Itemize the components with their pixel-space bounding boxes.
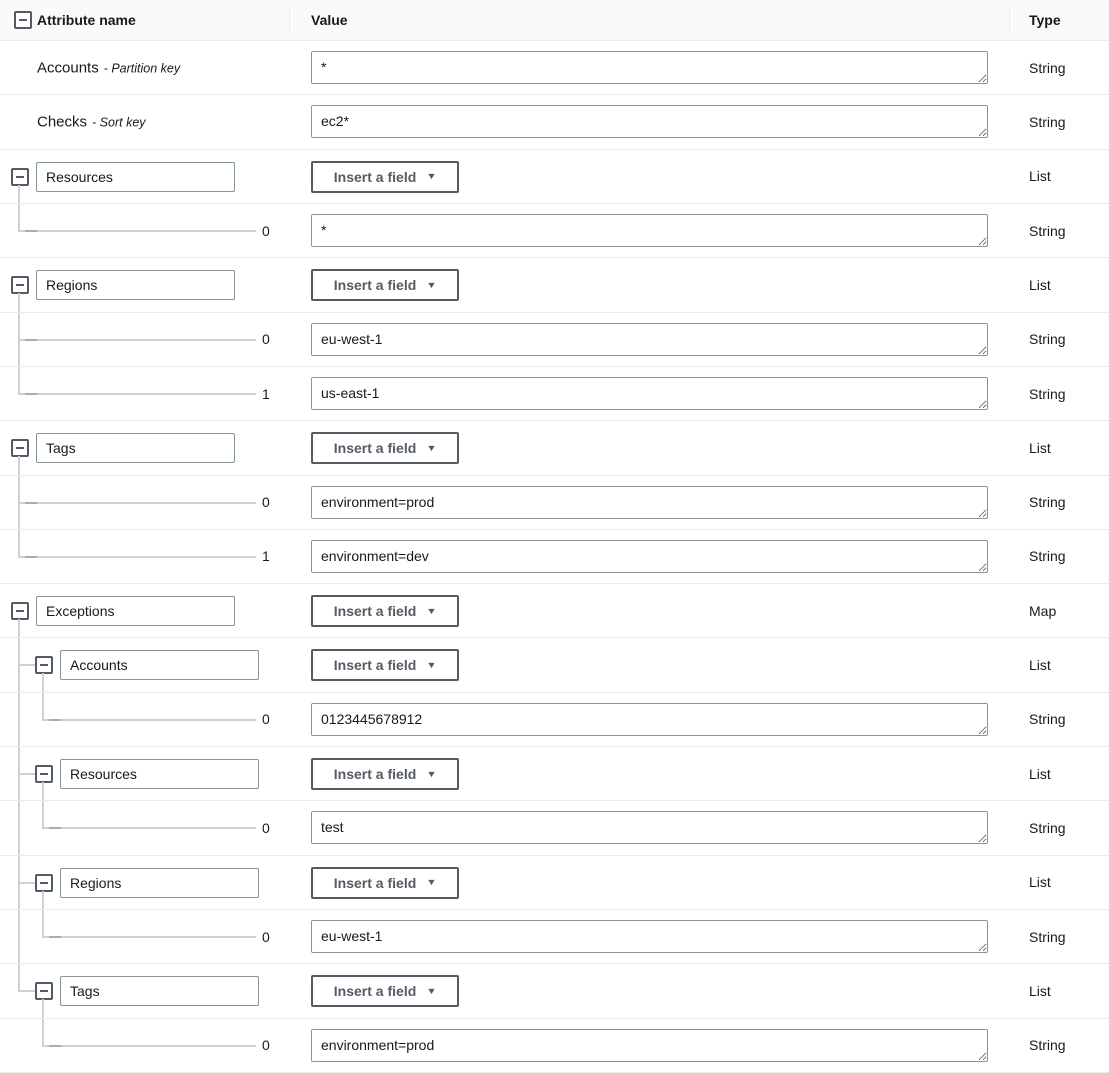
type-label: List [1029, 276, 1051, 293]
table-row [0, 313, 1109, 367]
table-header [0, 0, 1109, 41]
tree-line-branch-horizontal [42, 827, 256, 829]
insert-field-button-label: Insert a field [333, 440, 417, 457]
tree-line-connector [18, 664, 35, 666]
type-label: String [1029, 59, 1066, 76]
insert-field-button-label: Insert a field [333, 277, 417, 294]
collapse-toggle-icon[interactable] [11, 276, 29, 294]
insert-field-button[interactable] [311, 432, 459, 464]
value-input[interactable] [311, 811, 988, 844]
collapse-toggle-icon[interactable] [11, 602, 29, 620]
insert-field-button[interactable] [311, 758, 459, 790]
index-label: 0 [262, 711, 270, 728]
tree-line-drop [42, 782, 44, 800]
type-label: String [1029, 113, 1066, 130]
table-row [0, 638, 1109, 692]
key-type-badge: - Partition key [103, 61, 181, 76]
table-row [0, 41, 1109, 95]
insert-field-button[interactable] [311, 161, 459, 193]
insert-field-button[interactable] [311, 269, 459, 301]
field-name-input[interactable] [60, 868, 259, 898]
caret-down-icon: ▼ [426, 659, 438, 670]
tree-line-drop [42, 891, 44, 909]
type-label: List [1029, 982, 1051, 999]
caret-down-icon: ▼ [426, 985, 438, 996]
attribute-key-label [37, 59, 180, 76]
attribute-name-column-header: Attribute name [37, 12, 136, 28]
collapse-all-icon[interactable] [14, 11, 32, 29]
insert-field-button[interactable] [311, 595, 459, 627]
insert-field-button[interactable] [311, 975, 459, 1007]
value-input[interactable] [311, 51, 988, 84]
collapse-toggle-icon[interactable] [35, 656, 53, 674]
tree-line-outer [18, 693, 20, 746]
key-type-badge: - Sort key [92, 115, 146, 130]
tree-line-connector [18, 773, 35, 775]
tree-line-branch-corner [18, 367, 20, 395]
caret-down-icon: ▼ [426, 279, 438, 290]
tree-line-branch-corner [42, 693, 44, 721]
value-column-header: Value [311, 12, 348, 28]
value-input[interactable] [311, 486, 988, 519]
type-label: String [1029, 548, 1066, 565]
tree-line-outer [18, 801, 20, 854]
index-label: 0 [262, 1037, 270, 1054]
field-name-input[interactable] [60, 976, 259, 1006]
field-name-input[interactable] [36, 270, 235, 300]
collapse-toggle-icon[interactable] [35, 765, 53, 783]
tree-line-dash [49, 827, 61, 829]
type-label: String [1029, 494, 1066, 511]
tree-line-dash [25, 393, 37, 395]
insert-field-button-label: Insert a field [333, 874, 417, 891]
index-label: 1 [262, 385, 270, 402]
type-label: List [1029, 168, 1051, 185]
type-label: String [1029, 1037, 1066, 1054]
tree-line-branch-horizontal [18, 502, 256, 504]
tree-line-drop [18, 293, 20, 311]
tree-line-drop [18, 456, 20, 474]
value-input[interactable] [311, 1029, 988, 1062]
table-row [0, 258, 1109, 312]
value-input[interactable] [311, 920, 988, 953]
tree-line-drop [42, 999, 44, 1017]
value-input[interactable] [311, 105, 988, 138]
table-row [0, 476, 1109, 530]
type-label: List [1029, 439, 1051, 456]
tree-line-branch-corner [18, 204, 20, 232]
insert-field-button-label: Insert a field [333, 168, 417, 185]
table-row [0, 204, 1109, 258]
insert-field-button[interactable] [311, 649, 459, 681]
table-row [0, 747, 1109, 801]
type-label: Map [1029, 602, 1057, 619]
tree-line-branch-horizontal [18, 339, 256, 341]
tree-line-branch-horizontal [18, 230, 256, 232]
collapse-toggle-icon[interactable] [35, 874, 53, 892]
tree-line-dash [49, 936, 61, 938]
value-input[interactable] [311, 703, 988, 736]
table-row [0, 910, 1109, 964]
table-row [0, 856, 1109, 910]
tree-line-drop [18, 185, 20, 203]
type-label: String [1029, 331, 1066, 348]
tree-line-dash [49, 719, 61, 721]
type-column-header: Type [1029, 12, 1061, 28]
tree-line-connector [18, 990, 35, 992]
index-label: 0 [262, 222, 270, 239]
tree-line-drop [42, 673, 44, 691]
tree-line-connector [18, 882, 35, 884]
field-name-input[interactable] [60, 759, 259, 789]
table-row [0, 421, 1109, 475]
table-row [0, 95, 1109, 149]
caret-down-icon: ▼ [426, 442, 438, 453]
table-row [0, 584, 1109, 638]
index-label: 1 [262, 548, 270, 565]
table-body [0, 41, 1109, 1073]
table-row [0, 367, 1109, 421]
index-label: 0 [262, 820, 270, 837]
tree-line-drop [18, 619, 20, 637]
insert-field-button-label: Insert a field [333, 657, 417, 674]
attribute-key-name: Checks [37, 113, 88, 131]
caret-down-icon: ▼ [426, 605, 438, 616]
attribute-key-name: Accounts [37, 59, 99, 77]
type-label: List [1029, 765, 1051, 782]
tree-line-branch-horizontal [18, 556, 256, 558]
tree-line-dash [25, 556, 37, 558]
type-label: String [1029, 222, 1066, 239]
tree-line-branch-horizontal [42, 936, 256, 938]
table-row [0, 693, 1109, 747]
type-label: String [1029, 711, 1066, 728]
caret-down-icon: ▼ [426, 877, 438, 888]
field-name-input[interactable] [36, 162, 235, 192]
value-input[interactable] [311, 323, 988, 356]
index-label: 0 [262, 331, 270, 348]
type-label: String [1029, 385, 1066, 402]
insert-field-button-label: Insert a field [333, 766, 417, 783]
table-row [0, 801, 1109, 855]
field-name-input[interactable] [36, 433, 235, 463]
collapse-toggle-icon[interactable] [11, 168, 29, 186]
type-label: String [1029, 928, 1066, 945]
tree-line-dash [49, 1045, 61, 1047]
tree-line-branch-horizontal [42, 719, 256, 721]
value-input[interactable] [311, 377, 988, 410]
tree-line-branch-horizontal [18, 393, 256, 395]
tree-line-branch-corner [42, 1019, 44, 1047]
tree-line-outer [18, 910, 20, 963]
tree-line-dash [25, 339, 37, 341]
type-label: List [1029, 874, 1051, 891]
tree-line-branch-corner [42, 910, 44, 938]
caret-down-icon: ▼ [426, 171, 438, 182]
field-name-input[interactable] [60, 650, 259, 680]
tree-line-branch-corner [18, 530, 20, 558]
type-label: List [1029, 657, 1051, 674]
table-row [0, 150, 1109, 204]
field-name-input[interactable] [36, 596, 235, 626]
index-label: 0 [262, 928, 270, 945]
value-input[interactable] [311, 540, 988, 573]
insert-field-button-label: Insert a field [333, 603, 417, 620]
table-row [0, 1019, 1109, 1073]
collapse-toggle-icon[interactable] [11, 439, 29, 457]
value-input[interactable] [311, 214, 988, 247]
table-row [0, 964, 1109, 1018]
tree-line-outer-corner [18, 964, 20, 992]
table-row [0, 530, 1109, 584]
tree-line-dash [25, 230, 37, 232]
tree-line-dash [25, 502, 37, 504]
tree-line-branch-corner [42, 801, 44, 829]
insert-field-button[interactable] [311, 867, 459, 899]
column-divider [289, 6, 290, 34]
tree-line-branch-horizontal [42, 1045, 256, 1047]
insert-field-button-label: Insert a field [333, 983, 417, 1000]
caret-down-icon: ▼ [426, 768, 438, 779]
attribute-key-label [37, 113, 146, 130]
index-label: 0 [262, 494, 270, 511]
collapse-toggle-icon[interactable] [35, 982, 53, 1000]
column-divider [1009, 6, 1010, 34]
type-label: String [1029, 820, 1066, 837]
